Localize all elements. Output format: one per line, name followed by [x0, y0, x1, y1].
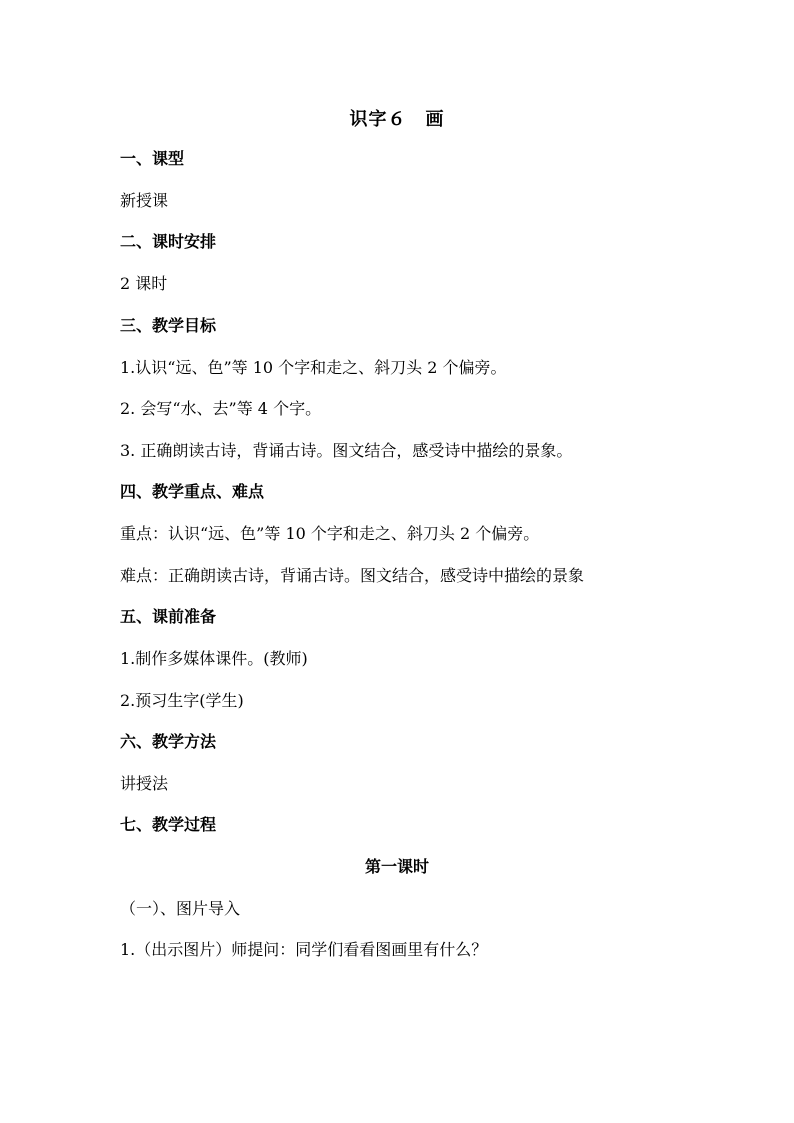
section-heading-objectives: 三、教学目标	[120, 316, 217, 335]
process-step-heading: （一）、图片导入	[120, 899, 241, 918]
paragraph-difficulty: 难点：正确朗读古诗，背诵古诗。图文结合，感受诗中描绘的景象	[120, 566, 585, 585]
section-heading-schedule: 二、课时安排	[120, 232, 217, 251]
preparation-item-1: 1.制作多媒体课件。(教师)	[120, 649, 308, 668]
objective-item-1: 1.认识“远、色”等 10 个字和走之、斜刀头 2 个偏旁。	[120, 358, 507, 377]
page-title: 识字６ 画	[349, 109, 445, 130]
paragraph-course-type: 新授课	[120, 191, 169, 210]
lesson-subheading: 第一课时	[364, 857, 429, 876]
section-heading-key-points: 四、教学重点、难点	[120, 482, 265, 501]
objective-item-2: 2. 会写“水、去”等 4 个字。	[120, 399, 322, 418]
section-heading-preparation: 五、课前准备	[120, 607, 217, 626]
section-heading-process: 七、教学过程	[120, 815, 217, 834]
process-step-item-1: 1.（出示图片）师提问：同学们看看图画里有什么？	[120, 940, 488, 959]
paragraph-methods: 讲授法	[120, 774, 169, 793]
section-heading-methods: 六、教学方法	[120, 732, 217, 751]
preparation-item-2: 2.预习生字(学生)	[120, 691, 244, 710]
paragraph-key-point: 重点：认识“远、色”等 10 个字和走之、斜刀头 2 个偏旁。	[120, 524, 540, 543]
objective-item-3: 3. 正确朗读古诗，背诵古诗。图文结合，感受诗中描绘的景象。	[120, 441, 573, 460]
paragraph-schedule: 2 课时	[120, 274, 168, 293]
section-heading-course-type: 一、课型	[120, 149, 185, 168]
